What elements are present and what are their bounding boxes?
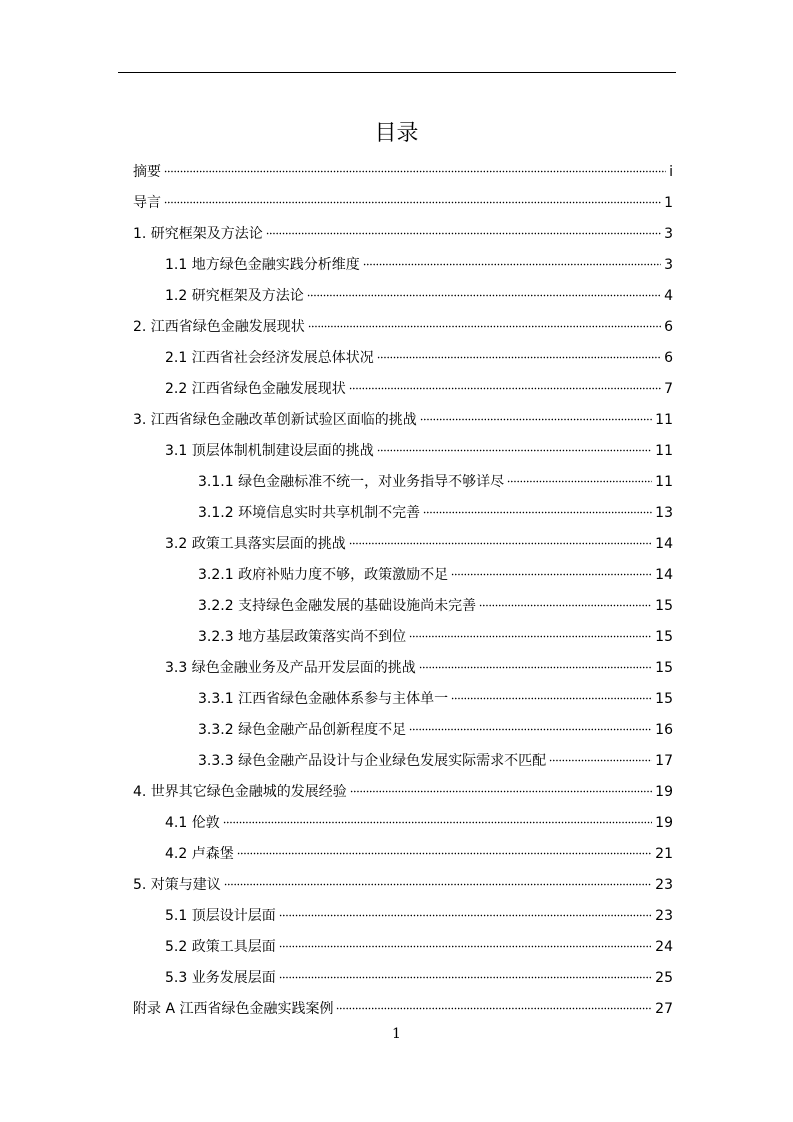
toc-entry-page: 13 [655,505,673,521]
toc-entry-page: 11 [655,443,673,459]
toc-entry[interactable] [133,774,673,800]
toc-entry-page: 15 [655,660,673,676]
toc-entry[interactable] [198,588,673,614]
toc-entry-page: 15 [655,598,673,614]
toc-entry[interactable] [165,247,673,273]
toc-entry-text: 2. 江西省绿色金融发展现状 [133,319,305,335]
toc-leader-dots [409,619,652,641]
toc-entry-text: 3.2.2 支持绿色金融发展的基础设施尚未完善 [198,598,477,614]
toc-entry-page: 3 [664,226,673,242]
toc-entry-page: 19 [655,784,673,800]
toc-entry-page: 27 [655,1001,673,1017]
toc-entry[interactable] [165,433,673,459]
toc-entry[interactable] [133,402,673,428]
toc-leader-dots [223,805,652,827]
toc-entry-page: 17 [655,753,673,769]
toc-entry-text: 3.2.1 政府补贴力度不够，政策激励不足 [198,567,449,583]
toc-leader-dots [409,712,652,734]
toc-leader-dots [307,278,661,300]
toc-leader-dots [336,991,652,1013]
toc-leader-dots [224,867,652,889]
toc-entry-page: 25 [655,970,673,986]
toc-leader-dots [349,371,661,393]
toc-leader-dots [279,960,652,982]
toc-entry-page: 7 [664,381,673,397]
toc-entry-text: 3.1.2 环境信息实时共享机制不完善 [198,505,421,521]
toc-leader-dots [266,216,661,238]
toc-entry-text: 1.2 研究框架及方法论 [165,288,304,304]
toc-entry-page: 24 [655,939,673,955]
toc-entry[interactable] [165,371,673,397]
toc-entry-text: 3.3 绿色金融业务及产品开发层面的挑战 [165,660,416,676]
toc-leader-dots [451,557,652,579]
toc-entry-page: 19 [655,815,673,831]
toc-entry[interactable] [165,650,673,676]
toc-leader-dots [479,588,652,610]
toc-leader-dots [279,929,652,951]
toc-entry[interactable] [165,898,673,924]
toc-entry-page: 15 [655,629,673,645]
toc-entry-text: 2.2 江西省绿色金融发展现状 [165,381,346,397]
toc-leader-dots [423,495,652,517]
toc-entry-page: 6 [664,350,673,366]
toc-leader-dots [377,433,652,455]
toc-leader-dots [237,836,652,858]
toc-entry[interactable] [198,557,673,583]
toc-entry-page: 1 [664,195,673,211]
toc-leader-dots [349,526,652,548]
toc-entry[interactable] [198,619,673,645]
toc-entry-text: 4. 世界其它绿色金融城的发展经验 [133,784,347,800]
toc-leader-dots [549,743,652,765]
toc-entry[interactable] [198,464,673,490]
toc-entry-text: 3.1.1 绿色金融标准不统一，对业务指导不够详尽 [198,474,505,490]
toc-entry[interactable] [133,991,673,1017]
toc-entry[interactable] [165,805,673,831]
toc-entry-text: 5.1 顶层设计层面 [165,908,276,924]
toc-leader-dots [507,464,652,486]
toc-entry[interactable] [165,340,673,366]
toc-entry-page: 23 [655,908,673,924]
toc-entry-text: 5.3 业务发展层面 [165,970,276,986]
toc-entry-page: 4 [664,288,673,304]
toc-entry[interactable] [133,867,673,893]
toc-leader-dots [377,340,661,362]
toc-entry-text: 5.2 政策工具层面 [165,939,276,955]
toc-entry[interactable] [198,495,673,521]
toc-leader-dots [451,681,652,703]
toc-entry-text: 3.2.3 地方基层政策落实尚不到位 [198,629,407,645]
toc-entry-text: 3. 江西省绿色金融改革创新试验区面临的挑战 [133,412,417,428]
toc-leader-dots [363,247,661,269]
toc-entry-text: 5. 对策与建议 [133,877,221,893]
toc-entry[interactable] [165,278,673,304]
page-title: 目录 [374,121,419,146]
page-number: 1 [392,1026,401,1042]
toc-entry-page: 14 [655,536,673,552]
toc-entry[interactable] [198,712,673,738]
toc-entry[interactable] [198,743,673,769]
toc-entry[interactable] [165,960,673,986]
toc-entry-page: 21 [655,846,673,862]
toc-leader-dots [279,898,652,920]
toc-entry[interactable] [198,681,673,707]
toc-entry[interactable] [165,929,673,955]
toc-leader-dots [164,185,661,207]
toc-entry-text: 3.3.1 江西省绿色金融体系参与主体单一 [198,691,449,707]
toc-entry-text: 导言 [133,195,161,211]
toc-entry[interactable] [165,526,673,552]
toc-entry-text: 附录 A 江西省绿色金融实践案例 [133,1001,334,1017]
toc-leader-dots [420,402,652,424]
toc-entry[interactable] [165,836,673,862]
toc-list [0,150,793,1017]
toc-entry[interactable] [133,154,673,180]
toc-entry-text: 4.2 卢森堡 [165,846,234,862]
toc-entry[interactable] [133,216,673,242]
toc-leader-dots [308,309,661,331]
toc-entry-text: 3.3.2 绿色金融产品创新程度不足 [198,722,407,738]
toc-entry-page: 23 [655,877,673,893]
toc-entry-text: 1. 研究框架及方法论 [133,226,263,242]
toc-entry-text: 3.2 政策工具落实层面的挑战 [165,536,346,552]
toc-leader-dots [419,650,652,672]
toc-entry[interactable] [133,309,673,335]
header-rule [118,72,676,73]
toc-entry-text: 3.3.3 绿色金融产品设计与企业绿色发展实际需求不匹配 [198,753,547,769]
toc-entry-page: 16 [655,722,673,738]
toc-entry-text: 2.1 江西省社会经济发展总体状况 [165,350,374,366]
toc-entry-text: 3.1 顶层体制机制建设层面的挑战 [165,443,374,459]
toc-entry[interactable] [133,185,673,211]
toc-entry-page: 11 [655,412,673,428]
toc-entry-page: 14 [655,567,673,583]
toc-entry-page: 11 [655,474,673,490]
toc-entry-text: 摘要 [133,164,161,180]
toc-entry-text: 4.1 伦敦 [165,815,220,831]
toc-leader-dots [350,774,652,796]
toc-entry-text: 1.1 地方绿色金融实践分析维度 [165,257,360,273]
toc-entry-page: i [669,164,673,180]
toc-leader-dots [164,154,666,176]
toc-entry-page: 15 [655,691,673,707]
toc-entry-page: 6 [664,319,673,335]
toc-entry-page: 3 [664,257,673,273]
